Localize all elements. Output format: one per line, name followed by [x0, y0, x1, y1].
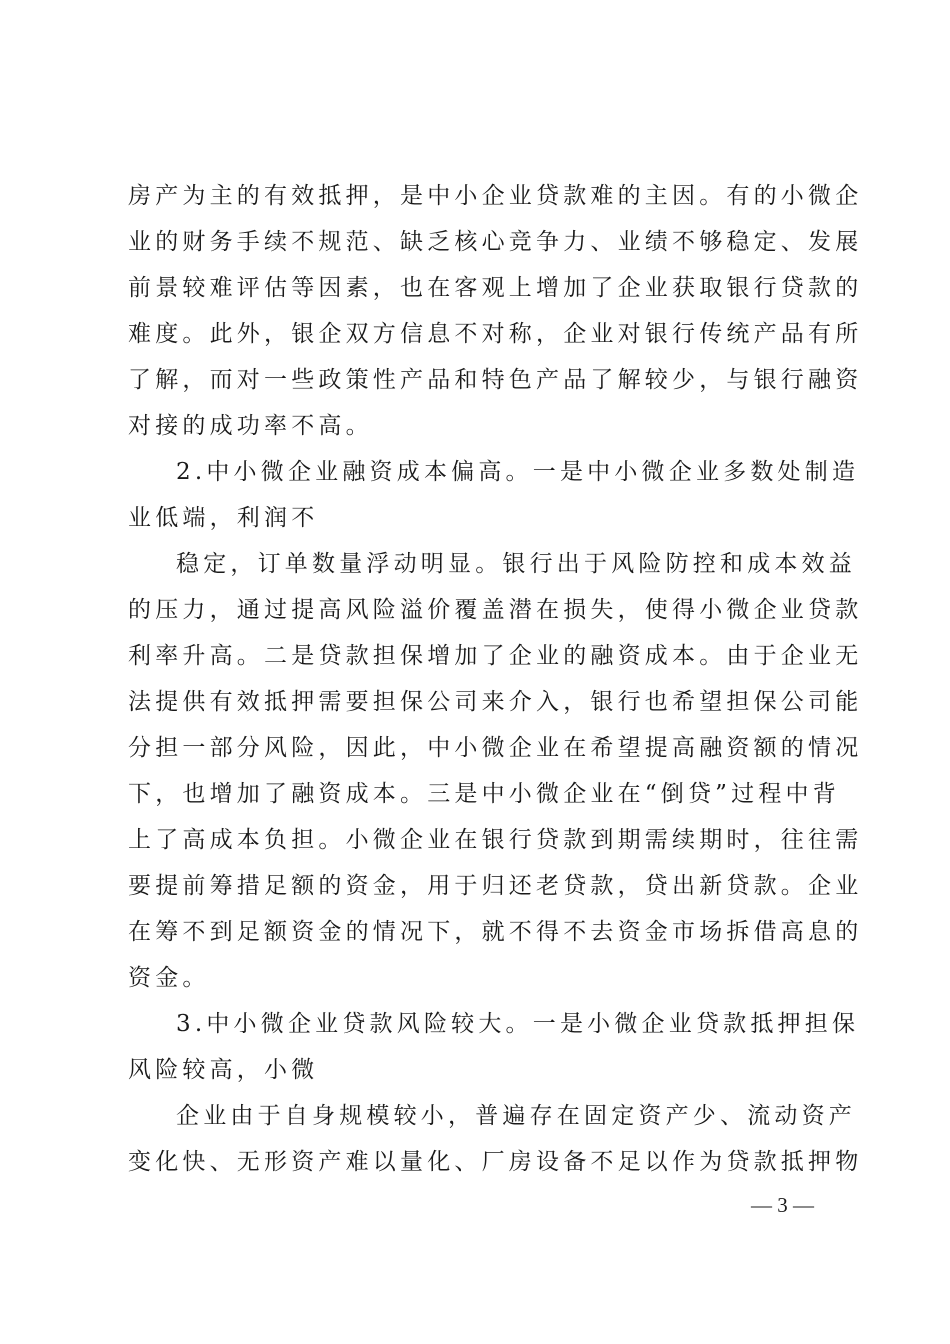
text-line: 前景较难评估等因素，也在客观上增加了企业获取银行贷款的	[128, 275, 863, 301]
text-line: 对接的成功率不高。	[128, 413, 373, 439]
text-line: 房产为主的有效抵押，是中小企业贷款难的主因。有的小微企	[128, 183, 863, 209]
section-heading-line: 2.中小微企业融资成本偏高。一是中小微企业多数处制造	[176, 459, 860, 485]
text-line: 的压力，通过提高风险溢价覆盖潜在损失，使得小微企业贷款	[128, 597, 863, 623]
text-line: 业的财务手续不规范、缺乏核心竞争力、业绩不够稳定、发展	[128, 229, 863, 255]
text-line: 利率升高。二是贷款担保增加了企业的融资成本。由于企业无	[128, 643, 863, 669]
text-line: 难度。此外，银企双方信息不对称，企业对银行传统产品有所	[128, 321, 863, 347]
text-line: 企业由于自身规模较小，普遍存在固定资产少、流动资产	[176, 1103, 856, 1129]
text-line: 法提供有效抵押需要担保公司来介入，银行也希望担保公司能	[128, 689, 863, 715]
text-line: 业低端，利润不	[128, 505, 319, 531]
section-heading-line: 3.中小微企业贷款风险较大。一是小微企业贷款抵押担保	[176, 1011, 860, 1037]
text-line: 要提前筹措足额的资金，用于归还老贷款，贷出新贷款。企业	[128, 873, 863, 899]
text-line: 资金。	[128, 965, 210, 991]
text-line: 变化快、无形资产难以量化、厂房设备不足以作为贷款抵押物	[128, 1149, 863, 1175]
text-line: 上了高成本负担。小微企业在银行贷款到期需续期时，往往需	[128, 827, 863, 853]
text-line: 稳定，订单数量浮动明显。银行出于风险防控和成本效益	[176, 551, 856, 577]
page-number: — 3 —	[751, 1193, 814, 1217]
text-line: 风险较高，小微	[128, 1057, 319, 1083]
text-line: 了解，而对一些政策性产品和特色产品了解较少，与银行融资	[128, 367, 863, 393]
text-line: 下，也增加了融资成本。三是中小微企业在“倒贷”过程中背	[128, 781, 840, 807]
text-line: 在筹不到足额资金的情况下，就不得不去资金市场拆借高息的	[128, 919, 863, 945]
text-line: 分担一部分风险，因此，中小微企业在希望提高融资额的情况	[128, 735, 863, 761]
